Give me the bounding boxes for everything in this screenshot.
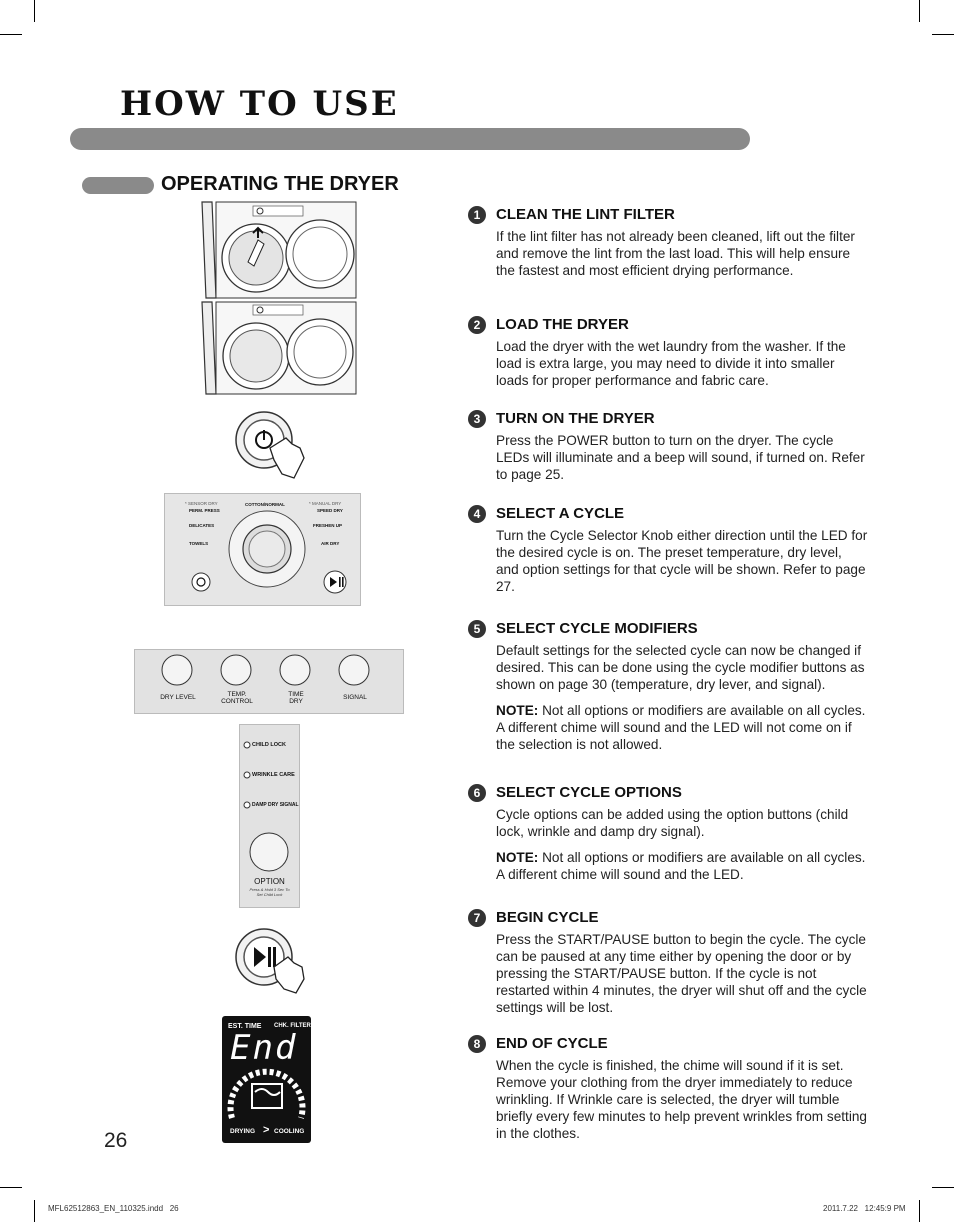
step-1 [468,205,868,279]
step-2 [468,315,868,389]
step-6 [468,783,868,883]
damp-dry-signal-label: DAMP DRY SIGNAL [252,802,299,808]
step-number: 4 [468,505,486,523]
crop-mark [919,0,920,22]
drying-progress-ring [222,1066,311,1126]
wrinkle-care-label: WRINKLE CARE [252,772,295,778]
power-icon [192,573,210,591]
step-body: Load the dryer with the wet laundry from the washer. If the load is extra large, you may need to divide it into smaller loads for proper performance and fabric care. [496,339,846,388]
step-body: Press the START/PAUSE button to begin the cycle. The cycle can be paused at any time either by opening the door or by pressing the START/PAUSE button. If the cycle is not restarted within 4 minutes, the dryer will shut off and the cycle settings will be lost. [496,932,867,1015]
end-display [222,1016,311,1143]
step-number: 7 [468,909,486,927]
step-body: Press the POWER button to turn on the dryer. The cycle LEDs will illuminate and a beep will sound, if turned on. Refer to page 25. [496,433,865,482]
crop-mark [919,1200,920,1222]
step-title: BEGIN CYCLE [496,909,599,926]
crop-mark [34,0,35,22]
drying-label: DRYING [230,1128,256,1135]
section-title: OPERATING THE DRYER [161,173,399,195]
step-number: 1 [468,206,486,224]
step-8 [468,1034,868,1142]
step-number: 3 [468,410,486,428]
cooling-label: COOLING [274,1128,305,1135]
dryer-load-illustration [198,300,358,396]
crop-mark [0,34,22,35]
footer-timestamp: 2011.7.22 12:45:9 PM [823,1204,906,1213]
option-hint: Press & Hold 3 Sec To Set Child Lock [249,887,290,897]
dryer-drum-icon [252,1084,282,1108]
panel-label: DELICATES [189,523,215,528]
step-3 [468,409,868,483]
panel-label-manual-dry: * MANUAL DRY [309,501,342,506]
step-note [496,849,868,883]
signal-label: SIGNAL [343,694,367,701]
start-pause-button-illustration [234,927,314,997]
temp-control-label: TEMP. CONTROL [221,691,253,705]
step-body: If the lint filter has not already been cleaned, lift out the filter and remove the lint from the last load. This will help ensure the fastest and most efficient drying performance. [496,229,855,278]
note-label: NOTE: [496,850,539,865]
option-button-label: OPTION [254,877,285,886]
child-lock-label: CHILD LOCK [252,742,286,748]
option-panel [239,724,300,908]
step-title: CLEAN THE LINT FILTER [496,206,675,223]
panel-label-sensor-dry: * SENSOR DRY [185,501,218,506]
crop-mark [932,34,954,35]
step-note [496,702,868,753]
page-header-title: HOW TO USE [120,84,399,124]
panel-label: PERM. PRESS [189,508,220,513]
cycle-selector-panel [164,493,361,606]
step-7 [468,908,868,1016]
note-label: NOTE: [496,703,539,718]
footer-file: MFL62512863_EN_110325.indd 26 [48,1204,179,1213]
crop-mark [0,1187,22,1188]
step-body: Cycle options can be added using the option buttons (child lock, wrinkle and damp dry signal). [496,807,849,839]
section-pill [82,177,154,194]
cycle-modifier-panel [134,649,404,714]
step-4 [468,504,868,595]
crop-mark [34,1200,35,1222]
panel-label: TOWELS [189,541,209,546]
step-body: Default settings for the selected cycle can now be changed if desired. This can be done using the cycle modifier buttons as shown on page 30 (temperature, dry lever, and signal). [496,643,865,692]
step-title: LOAD THE DRYER [496,316,629,333]
end-readout: End [230,1028,298,1068]
step-number: 2 [468,316,486,334]
est-time-label: EST. TIME [228,1023,262,1030]
step-number: 5 [468,620,486,638]
step-title: END OF CYCLE [496,1035,608,1052]
crop-mark [932,1187,954,1188]
step-title: SELECT CYCLE MODIFIERS [496,620,698,637]
step-body: Turn the Cycle Selector Knob either direction until the LED for the desired cycle is on. The preset temperature, dry level, and option settings for that cycle will be shown. Refer to page 27. [496,528,868,594]
step-5 [468,619,868,753]
step-title: TURN ON THE DRYER [496,410,655,427]
note-text: Not all options or modifiers are available on all cycles. A different chime will sound and the LED. [496,850,866,882]
dryer-lint-filter-illustration [198,200,358,300]
page-number: 26 [104,1129,128,1152]
step-number: 6 [468,784,486,802]
panel-label: AIR DRY [321,541,340,546]
step-title: SELECT A CYCLE [496,505,625,522]
panel-label-cotton-normal: COTTON/NORMAL [245,502,285,507]
step-body: When the cycle is finished, the chime will sound if it is set. Remove your clothing from the dryer immediately to reduce wrinkling. If Wrinkle care is selected, the dryer will tumble briefly every few minutes to help prevent wrinkles from setting in the clothes. [496,1058,867,1141]
power-button-illustration [234,408,314,488]
stage-arrow: > [263,1124,270,1136]
chk-filter-label: CHK. FILTER [274,1023,311,1029]
step-title: SELECT CYCLE OPTIONS [496,784,682,801]
panel-label: SPEED DRY [317,508,343,513]
header-bar [70,128,750,150]
cycle-knob-graphic [165,494,360,605]
time-dry-label: TIME DRY [288,691,304,705]
note-text: Not all options or modifiers are available on all cycles. A different chime will sound and the LED will not come on if the selection is not allowed. [496,703,866,752]
panel-label: FRESHEN UP [313,523,343,528]
dry-level-label: DRY LEVEL [160,694,196,701]
step-number: 8 [468,1035,486,1053]
